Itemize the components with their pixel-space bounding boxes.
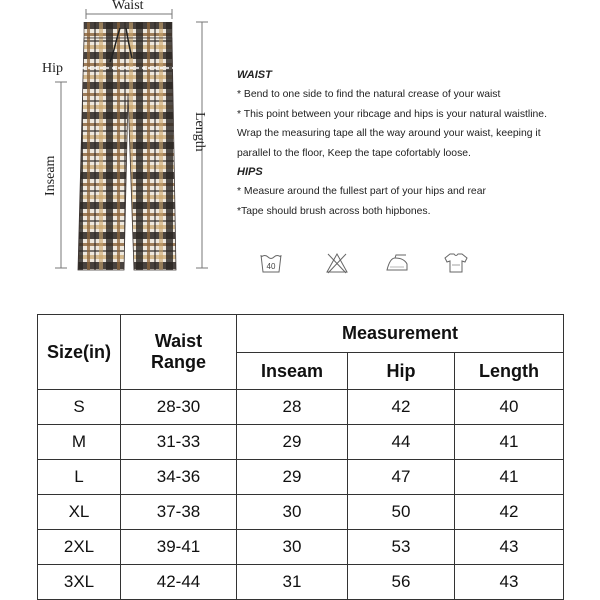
length-cell: 43 (455, 530, 564, 565)
table-row (38, 390, 564, 425)
table-row (38, 460, 564, 495)
length-header: Length (455, 353, 564, 390)
table-row (38, 425, 564, 460)
waist-range-header (121, 315, 237, 390)
length-cell: 41 (455, 425, 564, 460)
hip-cell: 50 (348, 495, 455, 530)
waist-instruction-line: * This point between your ribcage and hips is your natural waistline. (237, 108, 547, 120)
wash-temperature: 40 (266, 262, 276, 271)
waist-instruction-line: * Bend to one side to find the natural crease of your waist (237, 89, 501, 101)
hip-label: Hip (42, 61, 63, 76)
table-row (38, 530, 564, 565)
inseam-header: Inseam (237, 353, 348, 390)
waist-cell: 28-30 (121, 390, 237, 425)
length-cell: 41 (455, 460, 564, 495)
hips-heading: HIPS (237, 166, 263, 179)
waist-cell: 39-41 (121, 530, 237, 565)
waist-instruction-line: parallel to the floor, Keep the tape cofortably loose. (237, 147, 471, 159)
waist-cell: 31-33 (121, 425, 237, 460)
waist-heading: WAIST (237, 69, 272, 81)
hips-instruction-line: * Measure around the fullest part of your hips and rear (237, 186, 486, 198)
hip-cell: 56 (348, 565, 455, 600)
iron-low-icon (384, 251, 410, 275)
hip-cell: 42 (348, 390, 455, 425)
length-label: Length (192, 112, 207, 152)
size-header: Size(in) (38, 315, 121, 390)
size-chart-table (37, 314, 564, 600)
hip-header: Hip (348, 353, 455, 390)
length-cell: 42 (455, 495, 564, 530)
hip-cell: 53 (348, 530, 455, 565)
waist-range-header-line1: Waist (154, 331, 203, 351)
inseam-cell: 31 (237, 565, 348, 600)
waist-cell: 42-44 (121, 565, 237, 600)
measurement-diagram (0, 0, 230, 290)
measuring-instructions (237, 66, 597, 221)
size-cell: S (38, 390, 121, 425)
waist-instruction-line: Wrap the measuring tape all the way around your waist, keeping it (237, 128, 541, 140)
waist-cell: 34-36 (121, 460, 237, 495)
measurement-header: Measurement (237, 315, 564, 353)
dry-flat-icon (443, 251, 469, 275)
waist-cell: 37-38 (121, 495, 237, 530)
inseam-cell: 30 (237, 530, 348, 565)
size-cell: M (38, 425, 121, 460)
hip-cell: 47 (348, 460, 455, 495)
waist-range-header-line2: Range (150, 352, 206, 372)
length-cell: 40 (455, 390, 564, 425)
size-cell: 3XL (38, 565, 121, 600)
do-not-bleach-icon (325, 251, 349, 275)
wash-40-icon (259, 251, 283, 275)
inseam-cell: 28 (237, 390, 348, 425)
table-row (38, 565, 564, 600)
table-row (38, 495, 564, 530)
inseam-cell: 30 (237, 495, 348, 530)
length-cell: 43 (455, 565, 564, 600)
hip-cell: 44 (348, 425, 455, 460)
hips-instruction-line: *Tape should brush across both hipbones. (237, 205, 431, 217)
size-cell: XL (38, 495, 121, 530)
plaid-pants-illustration (76, 22, 178, 272)
inseam-cell: 29 (237, 460, 348, 495)
size-cell: 2XL (38, 530, 121, 565)
waist-label: Waist (112, 0, 144, 13)
size-cell: L (38, 460, 121, 495)
inseam-cell: 29 (237, 425, 348, 460)
inseam-label: Inseam (43, 155, 58, 196)
